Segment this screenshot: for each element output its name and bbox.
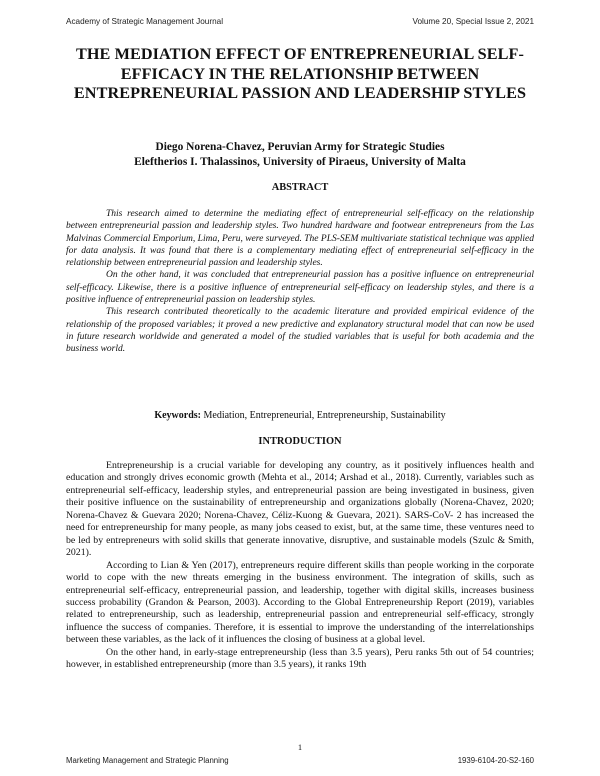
abstract-body (66, 208, 534, 356)
author-line: Diego Norena-Chavez, Peruvian Army for Strategic Studies (155, 141, 445, 153)
author-line: Eleftherios I. Thalassinos, University of Piraeus, University of Malta (134, 156, 466, 168)
journal-name: Academy of Strategic Management Journal (66, 17, 224, 26)
volume-info: Volume 20, Special Issue 2, 2021 (412, 17, 534, 26)
introduction-heading: INTRODUCTION (258, 436, 342, 447)
keywords-text: Mediation, Entrepreneurial, Entrepreneurship, Sustainability (203, 410, 446, 421)
keywords-label: Keywords: (154, 410, 201, 421)
author-block (66, 140, 534, 170)
abstract-paragraph: On the other hand, it was concluded that entrepreneurial passion has a positive influence on entrepreneurial self-efficacy. Likewise, there is a positive influence of entrepreneurial self-efficacy on leadership styles, and there is a positive influence of entrepreneurial passion on leadership styles. (66, 270, 534, 306)
abstract-paragraph: This research contributed theoretically to the academic literature and provided empirical evidence of the relationship of the proposed variables; it proved a new predictive and explanatory structural model that can now be used in future research worldwide and generated a model of the studied variables that is useful for both academia and the business world. (66, 307, 534, 355)
abstract-paragraph: This research aimed to determine the mediating effect of entrepreneurial self-efficacy on the relationship between entrepreneurial passion and leadership styles. Two hundred hardware and footwear entrepreneurs from the Las Malvinas Commercial Emporium, Lima, Peru, were surveyed. The PLS-SEM multivariate statistical technique was applied for data analysis. It was found that there is a complementary mediating effect of entrepreneurial self-efficacy in the relationship between entrepreneurial passion and leadership styles. (66, 209, 534, 269)
abstract-heading: ABSTRACT (271, 182, 329, 193)
footer-article-id: 1939-6104-20-S2-160 (457, 756, 534, 765)
body-paragraph: Entrepreneurship is a crucial variable for developing any country, as it positively influences health and education and strongly drives economic growth (Mehta et al., 2014; Arshad et al., 2018). Currently, variables such as entrepreneurial self-efficacy, leadership styles, and entrepreneurial passion are being investigated in business, given their positive influence on the sustainability of entrepreneurship and organizations globally (Norena-Chavez, 2020; Norena-Chavez & Guevara 2020; Norena-Chavez, Céliz-Kuong & Guevara, 2021). SARS-CoV- 2 has increased the need for entrepreneurship for many people, as many jobs ceased to exist, but, at the same time, these ventures need to be led by entrepreneurs with solid skills that generate innovative, disruptive, and sustainable models (Szulc & Smith, 2021). (66, 460, 534, 559)
paper-title: THE MEDIATION EFFECT OF ENTREPRENEURIAL SELF-EFFICACY IN THE RELATIONSHIP BETWEEN ENTREPRENEURIAL PASSION AND LEADERSHIP STYLES (73, 45, 527, 102)
body-paragraph: On the other hand, in early-stage entrepreneurship (less than 3.5 years), Peru ranks 5th out of 54 countries; however, in established entrepreneurship (more than 3.5 years), it ranks 19th (66, 646, 534, 671)
page-number: 1 (297, 742, 303, 752)
introduction-body (66, 460, 534, 672)
body-paragraph: According to Lian & Yen (2017), entrepreneurs require different skills than people working in the corporate world to cope with the new threats emerging in the business environment. The integration of skills, such as entrepreneurial self-efficacy, entrepreneurial passion, and leadership, together with digital skills, increases business success probability (Grandon & Pearson, 2003). According to the Global Entrepreneurship Report (2019), variables related to entrepreneurship, such as leadership, entrepreneurial passion and entrepreneurial self-efficacy, strongly influence the success of companies. Therefore, it is essential to improve the understanding of the interrelationships between these variables, as the lack of it influences the closing of business at a global level. (66, 559, 534, 646)
keywords-line (66, 410, 534, 421)
footer-journal-section: Marketing Management and Strategic Planning (66, 756, 229, 765)
